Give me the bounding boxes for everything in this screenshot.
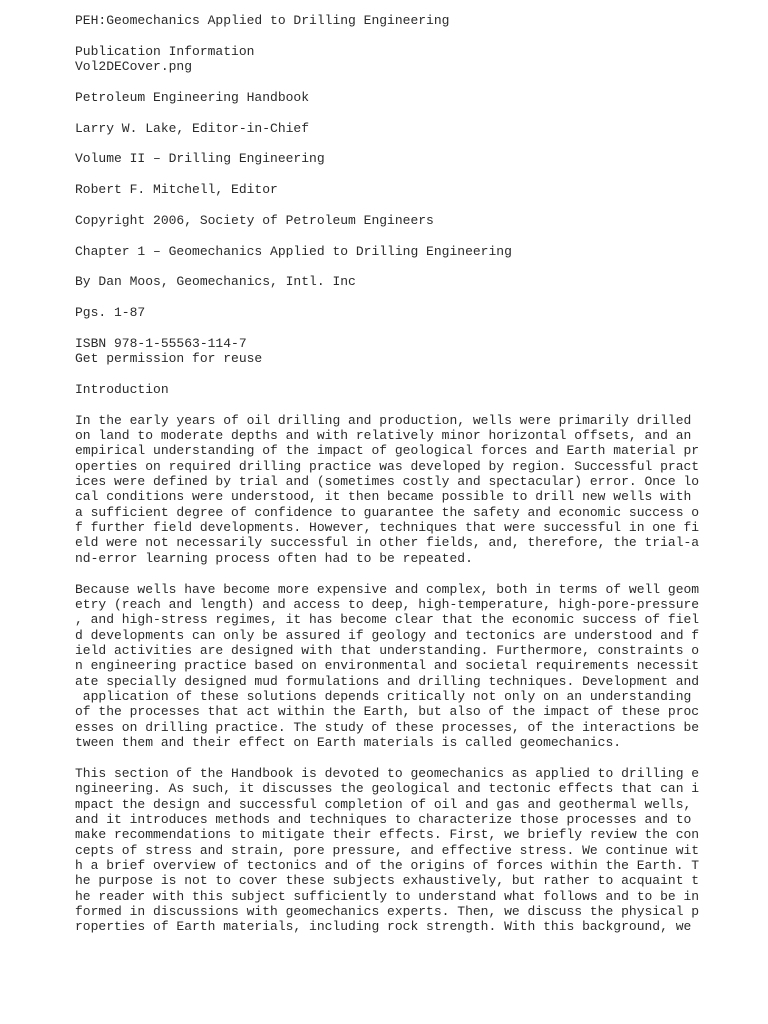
editor-in-chief: Larry W. Lake, Editor-in-Chief [75,121,310,136]
paragraph-line: h a brief overview of tectonics and of the origins of forces within the Earth. T [75,858,700,873]
paragraph-line: etry (reach and length) and access to deep, high-temperature, high-pore-pressure [75,597,700,612]
permission-link[interactable]: Get permission for reuse [75,351,263,366]
paragraph-line: f further field developments. However, techniques that were successful in one fi [75,520,700,535]
paragraph-line: ngineering. As such, it discusses the geological and tectonic effects that can i [75,781,700,796]
paragraph-line: empirical understanding of the impact of geological forces and Earth material pr [75,443,700,458]
paragraph-line: , and high-stress regimes, it has become clear that the economic success of fiel [75,612,700,627]
paragraph-line: cal conditions were understood, it then became possible to drill new wells with [75,489,692,504]
paragraph-line: cepts of stress and strain, pore pressure, and effective stress. We continue wit [75,843,700,858]
handbook-title: Petroleum Engineering Handbook [75,90,310,105]
chapter-title: Chapter 1 – Geomechanics Applied to Drilling Engineering [75,244,512,259]
paragraph-line: This section of the Handbook is devoted to geomechanics as applied to drilling e [75,766,700,781]
paragraph-line: make recommendations to mitigate their effects. First, we briefly review the con [75,827,700,842]
section-heading: Introduction [75,382,169,397]
paragraph-line: roperties of Earth materials, including rock strength. With this background, we [75,919,692,934]
publication-info-heading: Publication Information [75,44,255,59]
page-range: Pgs. 1-87 [75,305,146,320]
document-title: PEH:Geomechanics Applied to Drilling Engineering [75,13,450,28]
paragraph-line: nd-error learning process often had to be repeated. [75,551,473,566]
volume-title: Volume II – Drilling Engineering [75,151,325,166]
paragraph-line: he reader with this subject sufficiently to understand what follows and to be in [75,889,700,904]
paragraph-line: tween them and their effect on Earth materials is called geomechanics. [75,735,622,750]
paragraph-line: ield activities are designed with that understanding. Furthermore, constraints o [75,643,700,658]
author-line: By Dan Moos, Geomechanics, Intl. Inc [75,274,356,289]
paragraph-line: n engineering practice based on environmental and societal requirements necessit [75,658,700,673]
paragraph-line: on land to moderate depths and with relatively minor horizontal offsets, and an [75,428,692,443]
paragraph-line: mpact the design and successful completion of oil and gas and geothermal wells, [75,797,692,812]
paragraph-line: operties on required drilling practice was developed by region. Successful pract [75,459,700,474]
isbn-line: ISBN 978-1-55563-114-7 [75,336,247,351]
paragraph-line: ices were defined by trial and (sometimes costly and spectacular) error. Once lo [75,474,700,489]
cover-filename: Vol2DECover.png [75,59,193,74]
paragraph-line: he purpose is not to cover these subjects exhaustively, but rather to acquaint t [75,873,700,888]
paragraph-line: of the processes that act within the Earth, but also of the impact of these proc [75,704,700,719]
volume-editor: Robert F. Mitchell, Editor [75,182,278,197]
paragraph-line: In the early years of oil drilling and production, wells were primarily drilled [75,413,692,428]
paragraph-line: eld were not necessarily successful in other fields, and, therefore, the trial-a [75,535,700,550]
paragraph-line: and it introduces methods and techniques to characterize those processes and to [75,812,692,827]
paragraph-line: ate specially designed mud formulations and drilling techniques. Development and [75,674,700,689]
paragraph-line: a sufficient degree of confidence to guarantee the safety and economic success o [75,505,700,520]
paragraph-line: application of these solutions depends critically not only on an understanding [75,689,692,704]
paragraph-line: formed in discussions with geomechanics experts. Then, we discuss the physical p [75,904,700,919]
paragraph-line: esses on drilling practice. The study of these processes, of the interactions be [75,720,700,735]
paragraph-line: d developments can only be assured if geology and tectonics are understood and f [75,628,700,643]
paragraph-line: Because wells have become more expensive and complex, both in terms of well geom [75,582,700,597]
copyright-line: Copyright 2006, Society of Petroleum Engineers [75,213,434,228]
